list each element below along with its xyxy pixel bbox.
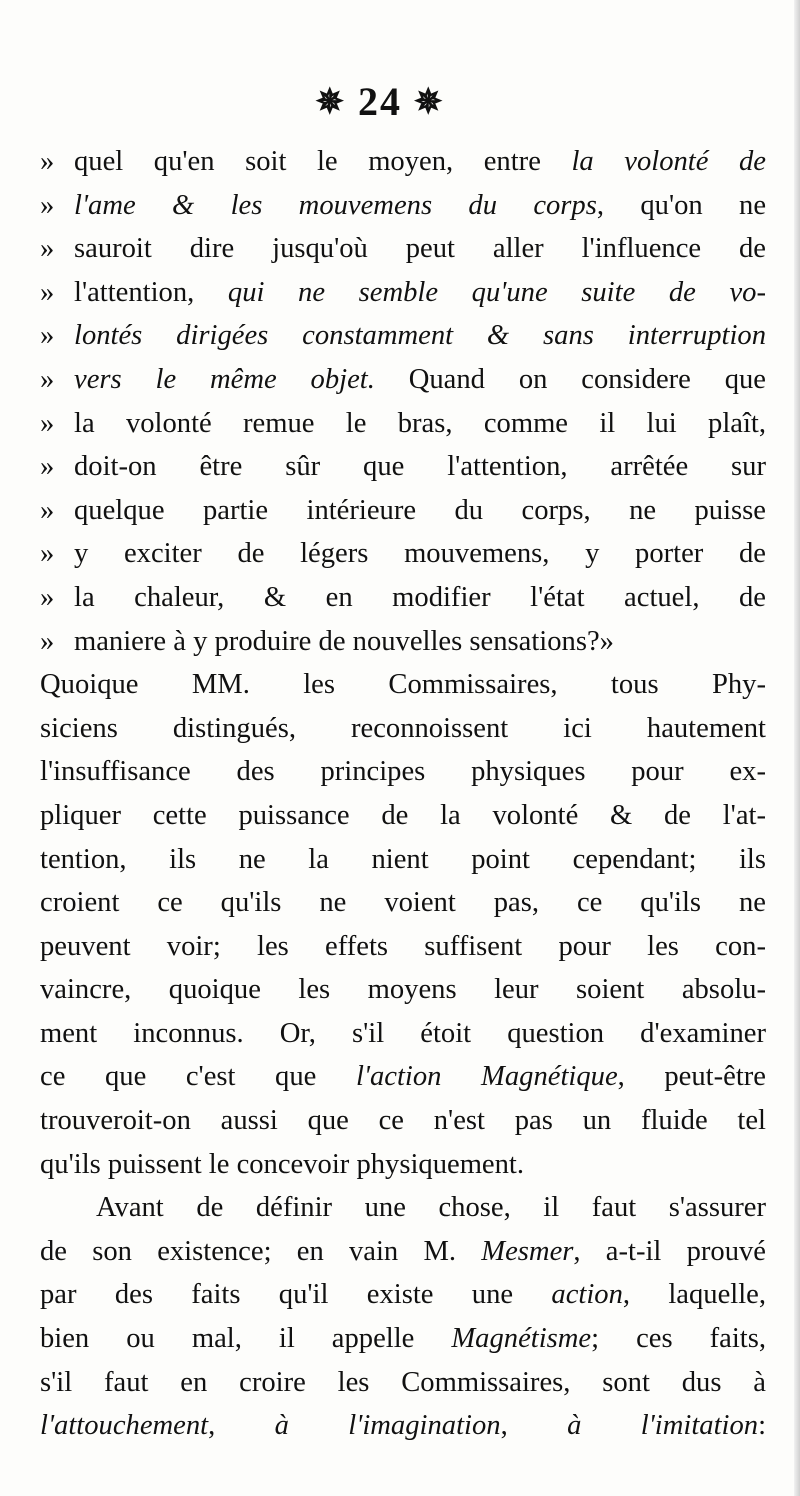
text-segment: ment inconnus. Or, s'il étoit question d'examiner <box>40 1017 766 1049</box>
text-segment: vaincre, quoique les moyens leur soient absolu- <box>40 974 766 1006</box>
text-line <box>40 1186 766 1230</box>
text-segment: , a-t-il prouvé <box>573 1235 766 1267</box>
text-line <box>40 271 766 315</box>
quote-mark: » <box>40 363 55 395</box>
text-line <box>40 1404 766 1448</box>
italic-text: l'action Magnétique <box>355 1061 618 1093</box>
text-segment: croient ce qu'ils ne voient pas, ce qu'ils ne <box>40 887 766 919</box>
text-line <box>40 1143 766 1187</box>
text-segment: tention, ils ne la nient point cependant; ils <box>40 843 766 875</box>
text-line <box>40 750 766 794</box>
italic-text: à l'imitation <box>567 1410 759 1442</box>
text-segment: maniere à y produire de nouvelles sensations?» <box>74 625 614 657</box>
text-segment: ce que c'est que <box>40 1061 356 1093</box>
text-segment: ; ces faits, <box>591 1323 766 1355</box>
quote-mark: » <box>40 233 55 265</box>
text-line <box>40 1055 766 1099</box>
text-segment: bien ou mal, il appelle <box>40 1323 452 1355</box>
text-line <box>40 227 766 271</box>
text-line <box>40 663 766 707</box>
quote-mark: » <box>40 451 55 483</box>
text-line <box>40 314 766 358</box>
quote-mark: » <box>40 407 55 439</box>
text-line <box>40 1361 766 1405</box>
text-segment: qu'ils puissent le concevoir physiquement. <box>40 1148 525 1180</box>
italic-text: à l'imagination <box>274 1410 501 1442</box>
italic-text: qui ne semble qu'une suite de vo- <box>227 276 766 308</box>
text-line <box>40 1012 766 1056</box>
text-segment: pliquer cette puissance de la volonté & de l'at- <box>40 799 766 831</box>
italic-text: vers le même objet. <box>74 363 375 395</box>
text-segment: s'il faut en croire les Commissaires, sont dus à <box>40 1366 766 1398</box>
italic-text: Magnétisme <box>451 1323 592 1355</box>
page-number: 24 <box>358 79 402 124</box>
text-segment: : <box>758 1410 767 1442</box>
page-edge-shadow <box>794 0 800 1496</box>
text-line <box>40 1317 766 1361</box>
text-segment: , <box>208 1410 275 1442</box>
text-line <box>40 1099 766 1143</box>
right-ornament: ✵ <box>414 84 445 121</box>
italic-text: l'attouchement <box>40 1410 209 1442</box>
text-segment: sauroit dire jusqu'où peut aller l'influence de <box>74 233 766 265</box>
quote-mark: » <box>40 189 55 221</box>
text-line <box>40 532 766 576</box>
text-segment: Quand on considere que <box>374 363 766 395</box>
text-segment: l'insuffisance des principes physiques pour ex- <box>40 756 766 788</box>
italic-text: la volonté de <box>571 146 766 177</box>
text-segment: de son existence; en vain M. <box>40 1235 482 1267</box>
text-line <box>40 1273 766 1317</box>
quote-mark: » <box>40 494 55 526</box>
text-line <box>40 402 766 446</box>
text-line <box>40 881 766 925</box>
text-segment: , qu'on ne <box>596 189 767 221</box>
text-line <box>40 576 766 620</box>
text-line <box>40 968 766 1012</box>
text-segment: , <box>500 1410 568 1442</box>
italic-text: Mesmer <box>481 1235 574 1267</box>
text-line <box>40 794 766 838</box>
text-segment: l'attention, <box>74 276 228 308</box>
text-line <box>40 358 766 402</box>
text-line <box>40 140 766 184</box>
text-segment: par des faits qu'il existe une <box>40 1279 552 1311</box>
text-segment: quelque partie intérieure du corps, ne puisse <box>74 494 766 526</box>
text-line <box>40 707 766 751</box>
text-segment: trouveroit-on aussi que ce n'est pas un fluide tel <box>40 1105 766 1137</box>
italic-text: l'ame & les mouvemens du corps <box>74 189 597 221</box>
left-ornament: ✵ <box>315 84 346 121</box>
text-line <box>40 184 766 228</box>
text-line <box>40 445 766 489</box>
text-segment: doit-on être sûr que l'attention, arrêtée sur <box>74 451 766 483</box>
text-segment: , peut-être <box>617 1061 766 1093</box>
italic-text: action <box>551 1279 623 1311</box>
text-segment: la volonté remue le bras, comme il lui plaît, <box>74 407 766 439</box>
text-segment: siciens distingués, reconnoissent ici hautement <box>40 712 766 744</box>
text-segment: y exciter de légers mouvemens, y porter de <box>74 538 766 570</box>
quote-mark: » <box>40 276 55 308</box>
quote-mark: » <box>40 320 55 352</box>
text-line <box>40 838 766 882</box>
text-segment: peuvent voir; les effets suffisent pour les con- <box>40 930 766 962</box>
text-segment: Avant de définir une chose, il faut s'assurer <box>96 1192 766 1224</box>
text-segment: Quoique MM. les Commissaires, tous Phy- <box>40 669 766 701</box>
text-line <box>40 925 766 969</box>
quote-mark: » <box>40 146 55 177</box>
italic-text: lontés dirigées constamment & sans interruption <box>74 320 766 352</box>
quote-mark: » <box>40 581 55 613</box>
text-segment: quel qu'en soit le moyen, entre <box>74 146 572 177</box>
text-segment: la chaleur, & en modifier l'état actuel, de <box>74 581 766 613</box>
body-text <box>40 140 766 1448</box>
text-line <box>40 620 766 664</box>
text-line <box>40 1230 766 1274</box>
quote-mark: » <box>40 538 55 570</box>
text-line <box>40 489 766 533</box>
page-header <box>0 78 760 125</box>
quote-mark: » <box>40 625 55 657</box>
text-segment: , laquelle, <box>622 1279 766 1311</box>
